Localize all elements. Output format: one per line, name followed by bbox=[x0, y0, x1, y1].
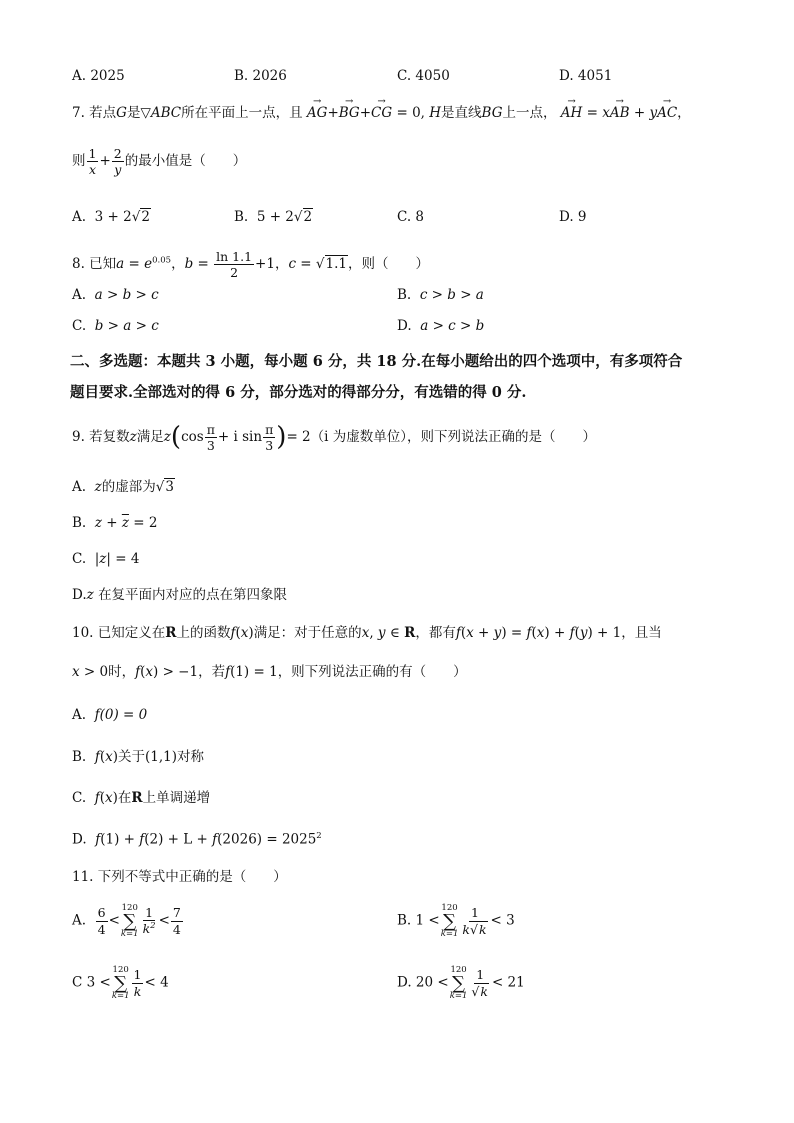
q7-option-c: C. 8 bbox=[397, 209, 425, 225]
q7-option-b: B. 5 + 2√2 bbox=[234, 209, 313, 225]
q11-option-c: C 3 < 120 ∑ k=1 $\frac{1}{k}$ < 4 bbox=[72, 965, 169, 1001]
q6-option-c: C. 4050 bbox=[397, 68, 450, 84]
section2-line1: 二、多选题：本题共 3 小题，每小题 6 分，共 18 分.在每小题给出的四个选项中，有多项符合 bbox=[70, 353, 683, 370]
q9-option-a: A. z的虚部为√3 bbox=[72, 479, 174, 495]
q6-option-a: A. 2025 bbox=[72, 68, 125, 84]
q8-option-c: C. b > a > c bbox=[72, 318, 159, 334]
q6-option-b: B. 2026 bbox=[234, 68, 287, 84]
q10-option-c: C. f(x)在R上单调递增 bbox=[72, 790, 211, 806]
q10-stem: 10. 已知定义在R上的函数f(x)满足：对于任意的x, y ∈ R，都有f(x + y) = f(x) + f(y) + 1，且当 bbox=[72, 625, 662, 641]
q7-option-a: A. 3 + 2√2 bbox=[72, 209, 150, 225]
q10-option-b: B. f(x)关于(1,1)对称 bbox=[72, 749, 205, 765]
q10-option-d: D. $f(1) + f(2) + L + f(2026) = 2025^2$ bbox=[72, 831, 322, 848]
q8-option-a: A. a > b > c bbox=[72, 287, 159, 303]
q9-option-b: B. $z + \overline{z} = 2$ bbox=[72, 515, 158, 531]
q9-option-c: C. |z| = 4 bbox=[72, 551, 140, 567]
q8-stem: 8. 已知$a = e^{0.05}$，b = $\frac{\ln 1.1}{2}$ +1，c = √1.1，则（ ） bbox=[72, 249, 429, 281]
q7-stem: 7. 若点G是▽ABC所在平面上一点，且 → AG+→ BG+→ CG = 0, H是直线BG上一点， → AH = x→ AB + y→ AC， bbox=[72, 107, 691, 121]
section2-line2: 题目要求.全部选对的得 6 分，部分选对的得部分分，有选错的得 0 分. bbox=[70, 384, 527, 401]
q10-option-a: A. f(0) = 0 bbox=[72, 707, 148, 723]
q9-stem: 9. 若复数z满足z(cos $\frac{\pi}{3}$ + i sin $\frac{\pi}{3}$ )= 2（i 为虚数单位），则下列说法正确的是（ ） bbox=[72, 421, 597, 454]
q11-stem: 11. 下列不等式中正确的是（ ） bbox=[72, 869, 287, 885]
q8-option-d: D. a > c > b bbox=[397, 318, 485, 334]
q7-line2: 则 $\frac{1}{x}$ + $\frac{2}{y}$ 的最小值是（ ） bbox=[72, 146, 247, 178]
q10-line2: x > 0时，f(x) > −1，若f(1) = 1，则下列说法正确的有（ ） bbox=[72, 664, 467, 680]
q11-option-b: B. 1 < 120 ∑ k=1 $\frac{1}{k√k}$ < 3 bbox=[397, 903, 515, 939]
q7-option-d: D. 9 bbox=[559, 209, 587, 225]
q9-option-d: D.z 在复平面内对应的点在第四象限 bbox=[72, 587, 288, 603]
q8-option-b: B. c > b > a bbox=[397, 287, 484, 303]
q6-option-d: D. 4051 bbox=[559, 68, 613, 84]
q11-option-a: A. $\frac{6}{4}$ < 120 ∑ k=1 $\frac{1}{k^2}$ < $\frac{7}{4}$ bbox=[72, 903, 181, 939]
q11-option-d: D. 20 < 120 ∑ k=1 $\frac{1}{√k}$ < 21 bbox=[397, 965, 525, 1001]
